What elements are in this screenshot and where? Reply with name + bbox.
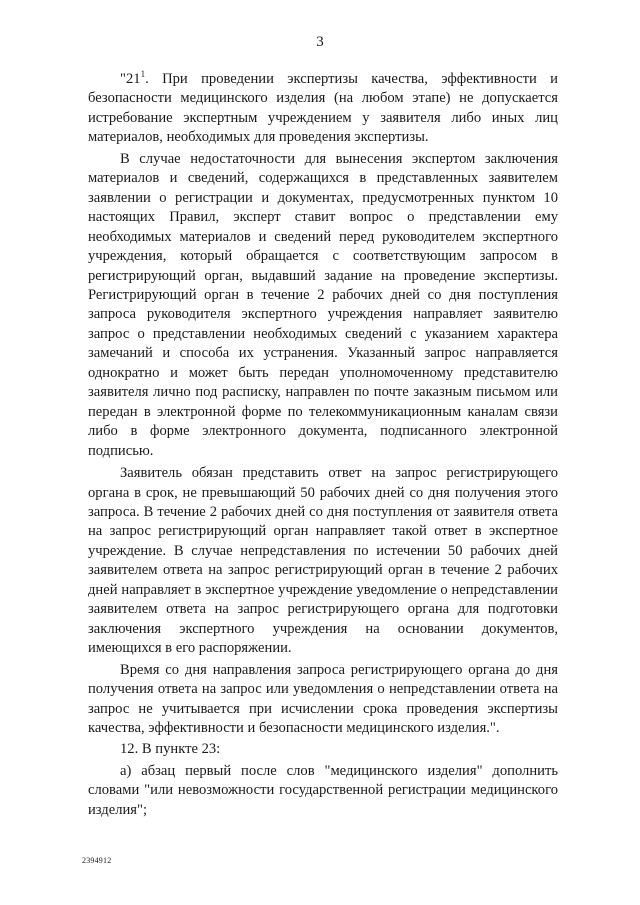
paragraph-insufficiency: В случае недостаточности для вынесения экспертом заключения материалов и сведений, содержащихся в представленных заявителем заявлении о регистрации и документах, предусмотренных пунктом 10 настоящих Правил, эксперт ставит вопрос о представлении ему необходимых материалов и сведений перед руководителем экспертного учреждения, который обращается с соответствующим запросом в регистрирующий орган, выдавший задание на проведение экспертизы. Регистрирующий орган в течение 2 рабочих дней со дня поступления запроса руководителя экспертного учреждения направляет заявителю запрос о представлении необходимых сведений с указанием характера замечаний и способа их устранения. Указанный запрос направляется однократно и может быть передан уполномоченному представителю заявителя лично под расписку, направлен по почте заказным письмом или передан в электронной форме по телекоммуникационным каналам связи либо в форме электронного документа, подписанного электронной подписью. — [88, 150, 558, 459]
paragraph-time-not-counted: Время со дня направления запроса регистрирующего органа до дня получения ответа на запрос или уведомления о непредставлении ответа на запрос не учитывается при исчислении срока проведения экспертизы качества, эффективности и безопасности медицинского изделия.". — [88, 661, 558, 736]
paragraph-applicant-obligation: Заявитель обязан представить ответ на запрос регистрирующего органа в срок, не превышающий 50 рабочих дней со дня получения этого запроса. В течение 2 рабочих дней со дня поступления от заявителя ответа на запрос регистрирующий орган направляет такой ответ в экспертное учреждение. В случае непредставления по истечении 50 рабочих дней заявителем ответа на запрос регистрирующий орган в течение 2 рабочих дней направляет в экспертное учреждение уведомление о непредставлении заявителем ответа на запрос регистрирующего органа для подготовки заключения экспертного учреждения на основании документов, имеющихся в его распоряжении. — [88, 465, 558, 657]
document-id: 2394912 — [82, 856, 112, 865]
paragraph-21-1-superscript: 1 — [140, 69, 146, 79]
paragraph-21-1 — [88, 70, 558, 148]
paragraph-subitem-a: а) абзац первый после слов "медицинского изделия" дополнить словами "или невозможности государственной регистрации медицинского изделия"; — [88, 762, 558, 818]
page-number: 3 — [316, 34, 324, 50]
document-body — [88, 70, 558, 820]
paragraph-item-12: 12. В пункте 23: — [120, 741, 221, 758]
paragraph-21-1-text: . При проведении экспертизы качества, эффективности и безопасности медицинского изделия (на любом этапе) не допускается истребование экспертным учреждением у заявителя либо иных лиц материалов, необходимых для проведения экспертизы. — [88, 71, 558, 146]
paragraph-21-1-lead: "21 — [120, 71, 141, 87]
